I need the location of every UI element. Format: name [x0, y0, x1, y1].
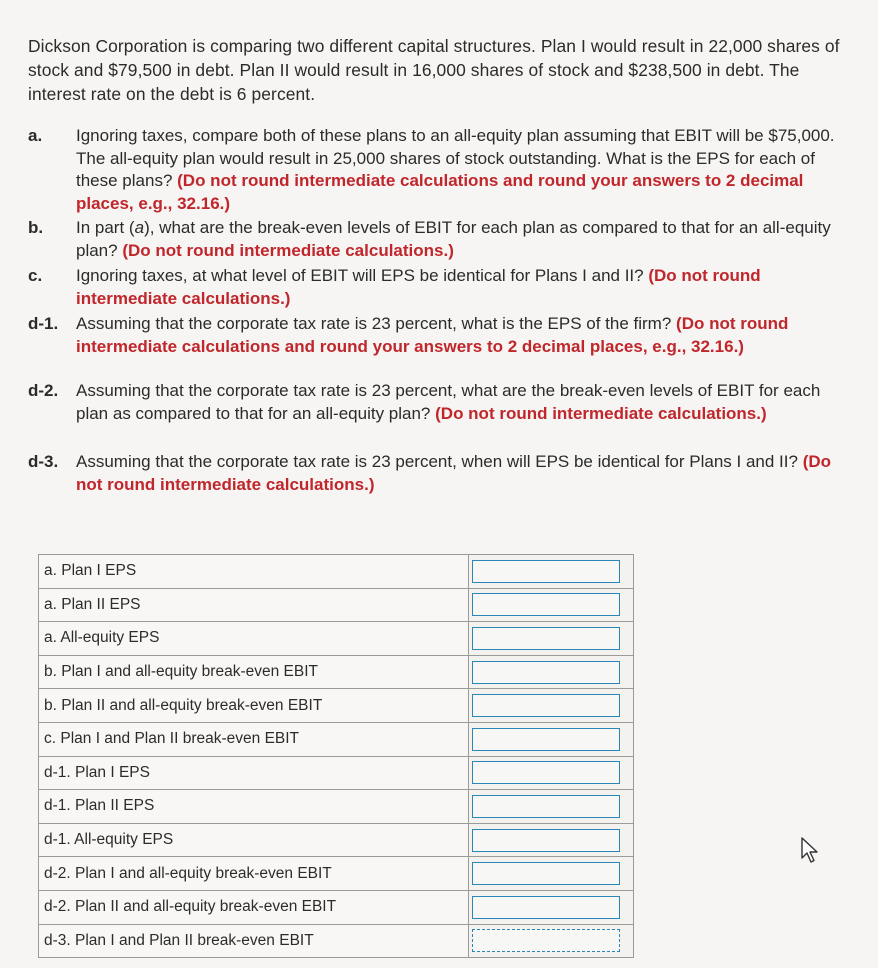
answer-input-c-breakeven[interactable] — [472, 728, 620, 751]
question-c — [28, 265, 850, 311]
row-label: b. Plan I and all-equity break-even EBIT — [39, 655, 469, 689]
answer-table — [38, 554, 634, 958]
row-label: c. Plan I and Plan II break-even EBIT — [39, 722, 469, 756]
table-row — [39, 622, 634, 656]
question-b-label: b. — [28, 218, 44, 237]
question-c-text: Ignoring taxes, at what level of EBIT will EPS be identical for Plans I and II? — [76, 266, 644, 285]
row-label: d-1. Plan I EPS — [39, 756, 469, 790]
table-row — [39, 890, 634, 924]
table-row — [39, 924, 634, 958]
question-d1-label: d-1. — [28, 314, 59, 333]
table-row — [39, 722, 634, 756]
question-d2-label: d-2. — [28, 381, 59, 400]
question-d2 — [28, 380, 850, 450]
row-label: b. Plan II and all-equity break-even EBIT — [39, 689, 469, 723]
row-label: a. Plan II EPS — [39, 588, 469, 622]
question-d2-text: Assuming that the corporate tax rate is 23 percent, what are the break-even levels of EBIT for each plan as compared to that for an all-equity plan? — [76, 381, 821, 423]
question-b-note: (Do not round intermediate calculations.) — [122, 240, 454, 260]
table-row — [39, 588, 634, 622]
question-a-label: a. — [28, 126, 43, 145]
question-d3-label: d-3. — [28, 452, 59, 471]
answer-input-a-all-equity-eps[interactable] — [472, 627, 620, 650]
answer-input-b-plan2-breakeven[interactable] — [472, 694, 620, 717]
answer-input-d1-all-equity-eps[interactable] — [472, 829, 620, 852]
answer-input-d3-breakeven[interactable] — [472, 929, 620, 952]
question-a-note: (Do not round intermediate calculations and round your answers to 2 decimal places, e.g., 32.16.) — [76, 171, 804, 213]
table-row — [39, 857, 634, 891]
question-d3-note: (Do not round intermediate calculations.) — [76, 452, 832, 494]
table-row — [39, 823, 634, 857]
answer-input-a-plan1-eps[interactable] — [472, 560, 620, 583]
answer-input-d1-plan2-eps[interactable] — [472, 795, 620, 818]
answer-input-b-plan1-breakeven[interactable] — [472, 661, 620, 684]
row-label: a. All-equity EPS — [39, 622, 469, 656]
row-label: d-3. Plan I and Plan II break-even EBIT — [39, 924, 469, 958]
table-row — [39, 689, 634, 723]
question-a — [28, 125, 850, 225]
table-row — [39, 655, 634, 689]
question-d1 — [28, 313, 850, 383]
question-d1-note: (Do not round intermediate calculations and round your answers to 2 decimal places, e.g., 32.16.) — [76, 314, 789, 356]
question-b: b. In part (a), what are the break-even levels of EBIT for each plan as compared to that for an all-equity plan? (Do not round intermediate calculations.) — [28, 218, 831, 260]
question-a-text: Ignoring taxes, compare both of these plans to an all-equity plan assuming that EBIT will be $75,000. The all-equity plan would result in 25,000 shares of stock outstanding. What is the EPS for each of these plans? — [76, 126, 835, 190]
question-c-label: c. — [28, 266, 43, 285]
answer-input-a-plan2-eps[interactable] — [472, 593, 620, 616]
question-d3-text: Assuming that the corporate tax rate is 23 percent, when will EPS be identical for Plans I and II? — [76, 452, 798, 471]
question-c-note: (Do not round intermediate calculations.) — [76, 266, 761, 308]
row-label: d-2. Plan I and all-equity break-even EBIT — [39, 857, 469, 891]
row-label: d-1. Plan II EPS — [39, 790, 469, 824]
row-label: a. Plan I EPS — [39, 555, 469, 589]
table-row — [39, 790, 634, 824]
question-d3 — [28, 451, 850, 499]
question-d1-text: Assuming that the corporate tax rate is 23 percent, what is the EPS of the firm? — [76, 314, 672, 333]
row-label: d-1. All-equity EPS — [39, 823, 469, 857]
question-b-text: ), what are the break-even levels of EBIT for each plan as compared to that for an all-equity plan? — [76, 218, 831, 260]
answer-input-d1-plan1-eps[interactable] — [472, 761, 620, 784]
mouse-pointer-icon — [800, 836, 820, 864]
table-row — [39, 555, 634, 589]
question-d2-note: (Do not round intermediate calculations.) — [435, 403, 767, 423]
problem-intro: Dickson Corporation is comparing two different capital structures. Plan I would result in 22,000 shares of stock and $79,500 in debt. Plan II would result in 16,000 shares of stock and $238,500 in debt. The interest rate on the debt is 6 percent. — [28, 36, 840, 104]
answer-input-d2-plan1-breakeven[interactable] — [472, 862, 620, 885]
row-label: d-2. Plan II and all-equity break-even EBIT — [39, 890, 469, 924]
answer-input-d2-plan2-breakeven[interactable] — [472, 896, 620, 919]
table-row — [39, 756, 634, 790]
